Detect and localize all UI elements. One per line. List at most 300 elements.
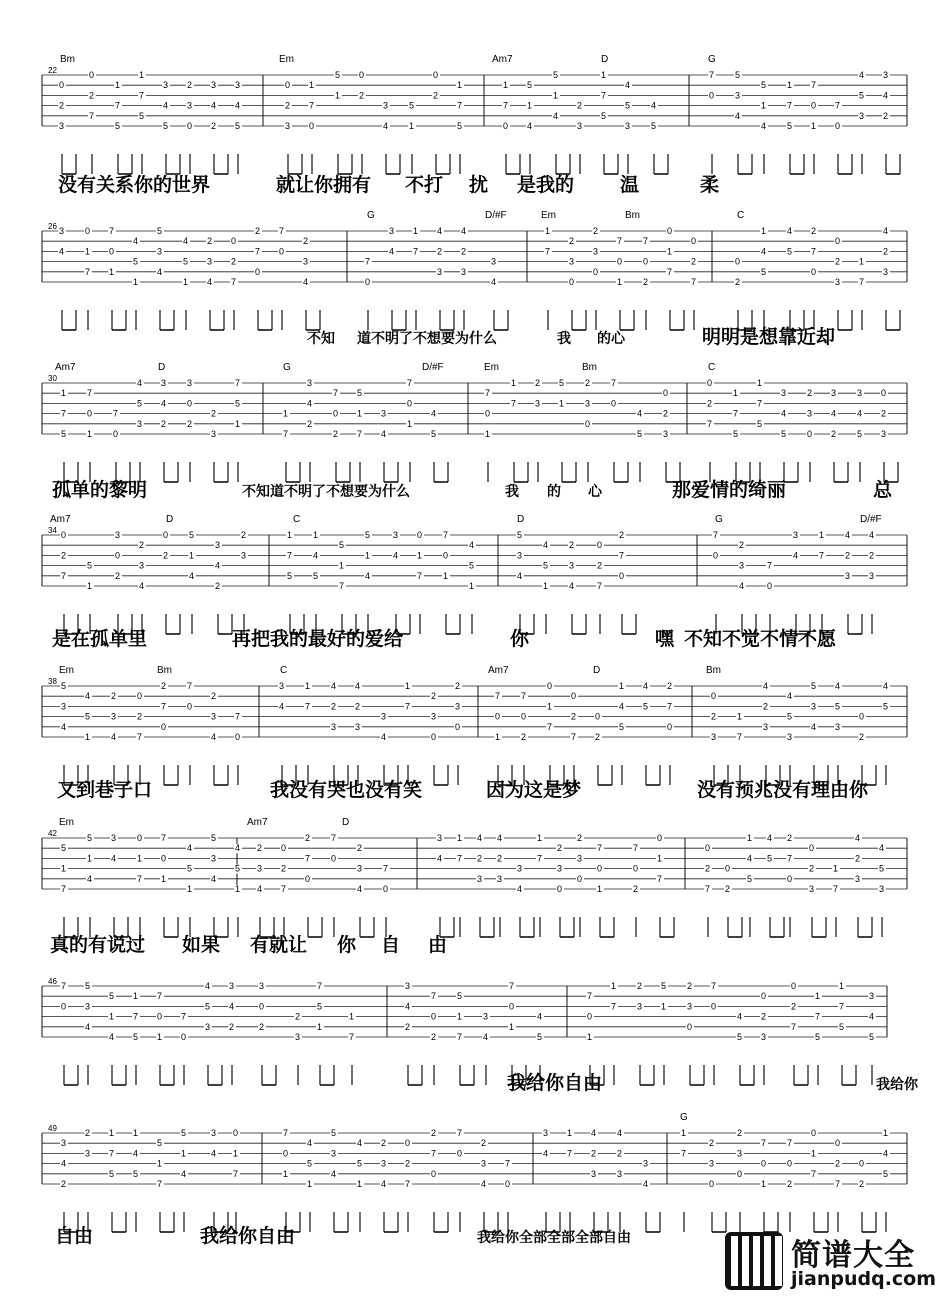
fret-number: 2 xyxy=(307,418,313,429)
fret-number: 0 xyxy=(433,70,439,80)
fret-number: 1 xyxy=(305,681,311,691)
fret-number: 3 xyxy=(381,408,387,419)
fret-number: 3 xyxy=(295,1032,301,1042)
fret-number: 7 xyxy=(61,408,67,419)
fret-number: 5 xyxy=(537,1032,543,1042)
fret-number: 5 xyxy=(133,256,139,267)
chord-name: D xyxy=(342,817,350,828)
lyric-text: 温 xyxy=(620,174,640,196)
fret-number: 4 xyxy=(257,884,263,894)
fret-number: 1 xyxy=(187,884,193,894)
fret-number: 4 xyxy=(229,1001,235,1012)
fret-number: 1 xyxy=(815,991,821,1002)
fret-number: 4 xyxy=(357,884,363,894)
fret-number: 2 xyxy=(211,121,217,131)
fret-number: 4 xyxy=(59,246,65,257)
fret-number: 4 xyxy=(85,1021,91,1032)
fret-number: 7 xyxy=(737,732,743,742)
fret-number: 3 xyxy=(663,429,669,439)
fret-number: 2 xyxy=(577,833,583,843)
fret-number: 1 xyxy=(761,226,767,236)
fret-number: 1 xyxy=(661,1001,667,1012)
fret-number: 2 xyxy=(787,1179,793,1189)
fret-number: 3 xyxy=(517,550,523,561)
fret-number: 2 xyxy=(331,701,337,712)
fret-number: 7 xyxy=(457,100,463,111)
fret-number: 5 xyxy=(787,121,793,131)
fret-number: 1 xyxy=(309,80,315,91)
fret-number: 2 xyxy=(557,843,563,854)
fret-number: 7 xyxy=(413,246,419,257)
fret-number: 7 xyxy=(161,833,167,843)
fret-number: 3 xyxy=(543,1128,549,1138)
fret-number: 7 xyxy=(713,530,719,540)
measure-number: 42 xyxy=(48,829,57,838)
fret-number: 4 xyxy=(767,833,773,843)
fret-number: 3 xyxy=(187,378,193,388)
fret-number: 4 xyxy=(365,570,371,581)
fret-number: 3 xyxy=(61,701,67,712)
fret-number: 5 xyxy=(457,121,463,131)
fret-number: 4 xyxy=(617,1128,623,1138)
fret-number: 1 xyxy=(183,277,189,287)
fret-number: 3 xyxy=(331,721,337,732)
chord-name: Bm xyxy=(157,665,172,676)
fret-number: 3 xyxy=(431,711,437,722)
fret-number: 7 xyxy=(89,110,95,121)
fret-number: 5 xyxy=(87,560,93,571)
fret-number: 4 xyxy=(183,236,189,247)
fret-number: 0 xyxy=(547,681,553,691)
fret-number: 4 xyxy=(543,1148,549,1159)
fret-number: 5 xyxy=(189,530,195,540)
fret-number: 2 xyxy=(405,1021,411,1032)
fret-number: 5 xyxy=(115,121,121,131)
fret-number: 3 xyxy=(859,110,865,121)
fret-number: 4 xyxy=(303,277,309,287)
fret-number: 0 xyxy=(503,121,509,131)
fret-number: 1 xyxy=(307,1179,313,1189)
fret-number: 2 xyxy=(137,711,143,722)
fret-number: 5 xyxy=(767,853,773,864)
fret-number: 0 xyxy=(305,873,311,884)
fret-number: 1 xyxy=(619,681,625,691)
fret-number: 4 xyxy=(643,681,649,691)
fret-number: 0 xyxy=(667,721,673,732)
fret-number: 0 xyxy=(233,1128,239,1138)
fret-number: 3 xyxy=(437,266,443,277)
fret-number: 0 xyxy=(859,1158,865,1169)
fret-number: 1 xyxy=(109,266,115,277)
fret-number: 7 xyxy=(839,1001,845,1012)
fret-number: 4 xyxy=(189,570,195,581)
fret-number: 4 xyxy=(235,843,241,854)
fret-number: 2 xyxy=(521,732,527,742)
fret-number: 1 xyxy=(61,388,67,399)
fret-number: 0 xyxy=(691,236,697,247)
fret-number: 1 xyxy=(157,1158,163,1169)
fret-number: 1 xyxy=(407,418,413,429)
fret-number: 0 xyxy=(521,711,527,722)
fret-number: 4 xyxy=(869,1011,875,1022)
fret-number: 1 xyxy=(413,226,419,236)
fret-number: 7 xyxy=(383,863,389,874)
fret-number: 0 xyxy=(113,429,119,439)
fret-number: 1 xyxy=(109,1011,115,1022)
fret-number: 4 xyxy=(157,266,163,277)
fret-number: 2 xyxy=(187,80,193,91)
fret-number: 7 xyxy=(331,833,337,843)
fret-number: 7 xyxy=(811,1168,817,1179)
fret-number: 3 xyxy=(807,408,813,419)
fret-number: 7 xyxy=(457,853,463,864)
fret-number: 7 xyxy=(815,1011,821,1022)
fret-number: 3 xyxy=(483,1011,489,1022)
fret-number: 0 xyxy=(617,256,623,267)
fret-number: 0 xyxy=(137,833,143,843)
fret-number: 2 xyxy=(285,100,291,111)
chord-name: C xyxy=(737,210,745,221)
fret-number: 1 xyxy=(357,1179,363,1189)
fret-number: 4 xyxy=(307,1138,313,1149)
fret-number: 2 xyxy=(633,884,639,894)
chord-name: Am7 xyxy=(50,514,71,525)
lyric-text: 不打 xyxy=(405,174,444,196)
lyric-text: 再把我的最好的爱给 xyxy=(232,628,404,650)
fret-number: 3 xyxy=(437,833,443,843)
fret-number: 7 xyxy=(333,388,339,399)
fret-number: 5 xyxy=(883,701,889,712)
fret-number: 0 xyxy=(161,721,167,732)
fret-number: 1 xyxy=(859,256,865,267)
fret-number: 0 xyxy=(835,121,841,131)
fret-number: 1 xyxy=(617,277,623,287)
fret-number: 3 xyxy=(835,277,841,287)
fret-number: 7 xyxy=(521,691,527,702)
fret-number: 2 xyxy=(229,1021,235,1032)
fret-number: 1 xyxy=(511,378,517,388)
fret-number: 7 xyxy=(405,1179,411,1189)
logo-title: 简谱大全 xyxy=(791,1238,915,1273)
fret-number: 4 xyxy=(883,90,889,101)
fret-number: 7 xyxy=(643,236,649,247)
fret-number: 3 xyxy=(59,226,65,236)
fret-number: 5 xyxy=(787,246,793,257)
fret-number: 4 xyxy=(855,833,861,843)
fret-number: 1 xyxy=(109,1128,115,1138)
fret-number: 0 xyxy=(787,1158,793,1169)
fret-number: 2 xyxy=(593,226,599,236)
fret-number: 7 xyxy=(231,277,237,287)
fret-number: 4 xyxy=(111,732,117,742)
fret-number: 7 xyxy=(681,1148,687,1159)
fret-number: 0 xyxy=(259,1001,265,1012)
fret-number: 0 xyxy=(713,550,719,561)
fret-number: 7 xyxy=(835,1179,841,1189)
fret-number: 0 xyxy=(255,266,261,277)
fret-number: 2 xyxy=(725,884,731,894)
lyric-text: 道不明了不想要为什么 xyxy=(357,331,497,347)
fret-number: 5 xyxy=(183,256,189,267)
chord-name: D/#F xyxy=(860,514,882,525)
fret-number: 0 xyxy=(405,1138,411,1149)
fret-number: 0 xyxy=(181,1032,187,1042)
fret-number: 1 xyxy=(417,550,423,561)
fret-number: 3 xyxy=(137,418,143,429)
fret-number: 7 xyxy=(485,388,491,399)
fret-number: 5 xyxy=(811,681,817,691)
lyric-text: 我给你 xyxy=(876,1077,918,1093)
fret-number: 0 xyxy=(663,388,669,399)
fret-number: 0 xyxy=(807,429,813,439)
fret-number: 5 xyxy=(205,1001,211,1012)
fret-number: 1 xyxy=(339,560,345,571)
fret-number: 2 xyxy=(303,236,309,247)
fret-number: 5 xyxy=(879,863,885,874)
fret-number: 1 xyxy=(139,70,145,80)
fret-number: 2 xyxy=(455,681,461,691)
fret-number: 5 xyxy=(307,1158,313,1169)
fret-number: 2 xyxy=(687,981,693,991)
lyric-text: 不知道不明了不想要为什么 xyxy=(242,484,410,500)
lyric-text: 柔 xyxy=(700,174,720,196)
fret-number: 2 xyxy=(431,1032,437,1042)
fret-number: 0 xyxy=(383,884,389,894)
fret-number: 0 xyxy=(709,90,715,101)
fret-number: 3 xyxy=(569,560,575,571)
fret-number: 0 xyxy=(281,843,287,854)
fret-number: 2 xyxy=(791,1001,797,1012)
fret-number: 4 xyxy=(735,110,741,121)
fret-number: 5 xyxy=(625,100,631,111)
fret-number: 5 xyxy=(409,100,415,111)
fret-number: 5 xyxy=(87,833,93,843)
fret-number: 2 xyxy=(811,226,817,236)
fret-number: 1 xyxy=(527,100,533,111)
fret-number: 3 xyxy=(307,378,313,388)
fret-number: 2 xyxy=(761,1011,767,1022)
fret-number: 3 xyxy=(535,398,541,409)
fret-number: 3 xyxy=(215,540,221,551)
fret-number: 2 xyxy=(845,550,851,561)
fret-number: 1 xyxy=(283,408,289,419)
fret-number: 5 xyxy=(157,1138,163,1149)
fret-number: 7 xyxy=(859,277,865,287)
fret-number: 0 xyxy=(737,1168,743,1179)
fret-number: 0 xyxy=(61,1001,67,1012)
fret-number: 5 xyxy=(787,711,793,722)
fret-number: 3 xyxy=(491,256,497,267)
fret-number: 7 xyxy=(283,1128,289,1138)
fret-number: 3 xyxy=(831,388,837,399)
fret-number: 3 xyxy=(477,873,483,884)
fret-number: 5 xyxy=(857,429,863,439)
fret-number: 4 xyxy=(845,530,851,540)
fret-number: 2 xyxy=(881,408,887,419)
fret-number: 5 xyxy=(661,981,667,991)
fret-number: 3 xyxy=(625,121,631,131)
fret-number: 7 xyxy=(287,550,293,561)
fret-number: 7 xyxy=(587,991,593,1002)
fret-number: 2 xyxy=(709,1138,715,1149)
fret-number: 1 xyxy=(667,246,673,257)
fret-number: 2 xyxy=(859,732,865,742)
fret-number: 0 xyxy=(309,121,315,131)
fret-number: 3 xyxy=(157,246,163,257)
fret-number: 4 xyxy=(87,873,93,884)
fret-number: 3 xyxy=(285,121,291,131)
fret-number: 7 xyxy=(619,550,625,561)
fret-number: 5 xyxy=(651,121,657,131)
fret-number: 1 xyxy=(161,873,167,884)
fret-number: 3 xyxy=(257,863,263,874)
fret-number: 0 xyxy=(667,226,673,236)
fret-number: 0 xyxy=(109,246,115,257)
fret-number: 2 xyxy=(595,732,601,742)
fret-number: 7 xyxy=(511,398,517,409)
fret-number: 1 xyxy=(87,853,93,864)
fret-number: 3 xyxy=(687,1001,693,1012)
lyric-text: 有就让 xyxy=(250,934,308,956)
fret-number: 3 xyxy=(883,266,889,277)
fret-number: 4 xyxy=(313,550,319,561)
lyric-text: 没有预兆没有理由你 xyxy=(697,779,869,801)
lyric-text: 扰 xyxy=(469,174,489,196)
fret-number: 4 xyxy=(355,681,361,691)
tab-system xyxy=(42,362,907,501)
fret-number: 5 xyxy=(527,80,533,91)
measure-number: 22 xyxy=(48,66,57,75)
fret-number: 0 xyxy=(761,991,767,1002)
chord-name: G xyxy=(708,54,716,65)
fret-number: 5 xyxy=(757,418,763,429)
fret-number: 4 xyxy=(811,721,817,732)
fret-number: 7 xyxy=(407,378,413,388)
fret-number: 1 xyxy=(189,550,195,561)
fret-number: 3 xyxy=(139,560,145,571)
fret-number: 7 xyxy=(61,884,67,894)
chord-name: Em xyxy=(541,210,556,221)
fret-number: 3 xyxy=(461,266,467,277)
fret-number: 2 xyxy=(357,843,363,854)
chord-name: D xyxy=(601,54,609,65)
lyric-text: 如果 xyxy=(182,934,221,956)
fret-number: 3 xyxy=(211,711,217,722)
fret-number: 0 xyxy=(881,388,887,399)
fret-number: 3 xyxy=(211,1128,217,1138)
fret-number: 3 xyxy=(857,388,863,399)
fret-number: 4 xyxy=(133,1148,139,1159)
fret-number: 4 xyxy=(835,681,841,691)
lyric-text: 自由 xyxy=(55,1225,94,1247)
fret-number: 5 xyxy=(469,560,475,571)
lyric-text: 因为这是梦 xyxy=(486,779,582,801)
chord-name: D/#F xyxy=(422,362,444,373)
fret-number: 7 xyxy=(87,388,93,399)
fret-number: 0 xyxy=(687,1021,693,1032)
fret-number: 1 xyxy=(87,581,93,591)
fret-number: 5 xyxy=(61,429,67,439)
fret-number: 0 xyxy=(87,408,93,419)
fret-number: 5 xyxy=(553,70,559,80)
fret-number: 3 xyxy=(737,1148,743,1159)
fret-number: 0 xyxy=(595,711,601,722)
chord-name: Bm xyxy=(625,210,640,221)
fret-number: 7 xyxy=(767,560,773,571)
fret-number: 2 xyxy=(61,1179,67,1189)
fret-number: 1 xyxy=(737,711,743,722)
fret-number: 2 xyxy=(643,277,649,287)
fret-number: 3 xyxy=(405,981,411,991)
fret-number: 2 xyxy=(231,256,237,267)
lyric-text: 就让你拥有 xyxy=(276,174,372,196)
fret-number: 1 xyxy=(235,884,241,894)
fret-number: 7 xyxy=(545,246,551,257)
fret-number: 0 xyxy=(365,277,371,287)
fret-number: 4 xyxy=(211,100,217,111)
fret-number: 5 xyxy=(643,701,649,712)
fret-number: 0 xyxy=(505,1179,511,1189)
fret-number: 1 xyxy=(365,550,371,561)
fret-number: 4 xyxy=(137,378,143,388)
fret-number: 1 xyxy=(545,226,551,236)
fret-number: 1 xyxy=(157,1032,163,1042)
lyric-text: 我给你全部全部全部自由 xyxy=(477,1230,631,1246)
lyric-text: 我没有哭也没有笑 xyxy=(270,779,423,801)
chord-name: G xyxy=(680,1112,688,1123)
fret-number: 5 xyxy=(457,991,463,1002)
fret-number: 2 xyxy=(305,833,311,843)
fret-number: 4 xyxy=(651,100,657,111)
fret-number: 2 xyxy=(139,540,145,551)
fret-number: 3 xyxy=(811,701,817,712)
lyric-text: 嘿 xyxy=(655,628,675,650)
fret-number: 4 xyxy=(625,80,631,91)
fret-number: 3 xyxy=(643,1158,649,1169)
fret-number: 2 xyxy=(883,110,889,121)
lyric-text: 的 xyxy=(547,484,561,500)
measure-number: 26 xyxy=(48,222,57,231)
lyric-text: 我 xyxy=(557,331,571,347)
fret-number: 3 xyxy=(211,429,217,439)
fret-number: 5 xyxy=(109,991,115,1002)
fret-number: 5 xyxy=(85,711,91,722)
fret-number: 0 xyxy=(231,236,237,247)
fret-number: 0 xyxy=(161,853,167,864)
fret-number: 3 xyxy=(279,681,285,691)
fret-number: 5 xyxy=(181,1128,187,1138)
fret-number: 5 xyxy=(747,873,753,884)
measure-number: 34 xyxy=(48,526,57,535)
fret-number: 4 xyxy=(497,833,503,843)
fret-number: 1 xyxy=(819,530,825,540)
tab-system xyxy=(42,977,919,1094)
fret-number: 2 xyxy=(597,560,603,571)
chord-name: Bm xyxy=(582,362,597,373)
fret-number: 4 xyxy=(831,408,837,419)
fret-number: 3 xyxy=(781,388,787,399)
fret-number: 4 xyxy=(477,833,483,843)
fret-number: 5 xyxy=(365,530,371,540)
chord-name: D xyxy=(166,514,174,525)
fret-number: 7 xyxy=(597,581,603,591)
fret-number: 5 xyxy=(543,560,549,571)
fret-number: 5 xyxy=(109,1168,115,1179)
fret-number: 4 xyxy=(139,581,145,591)
fret-number: 1 xyxy=(833,863,839,874)
fret-number: 5 xyxy=(761,266,767,277)
fret-number: 1 xyxy=(587,1032,593,1042)
